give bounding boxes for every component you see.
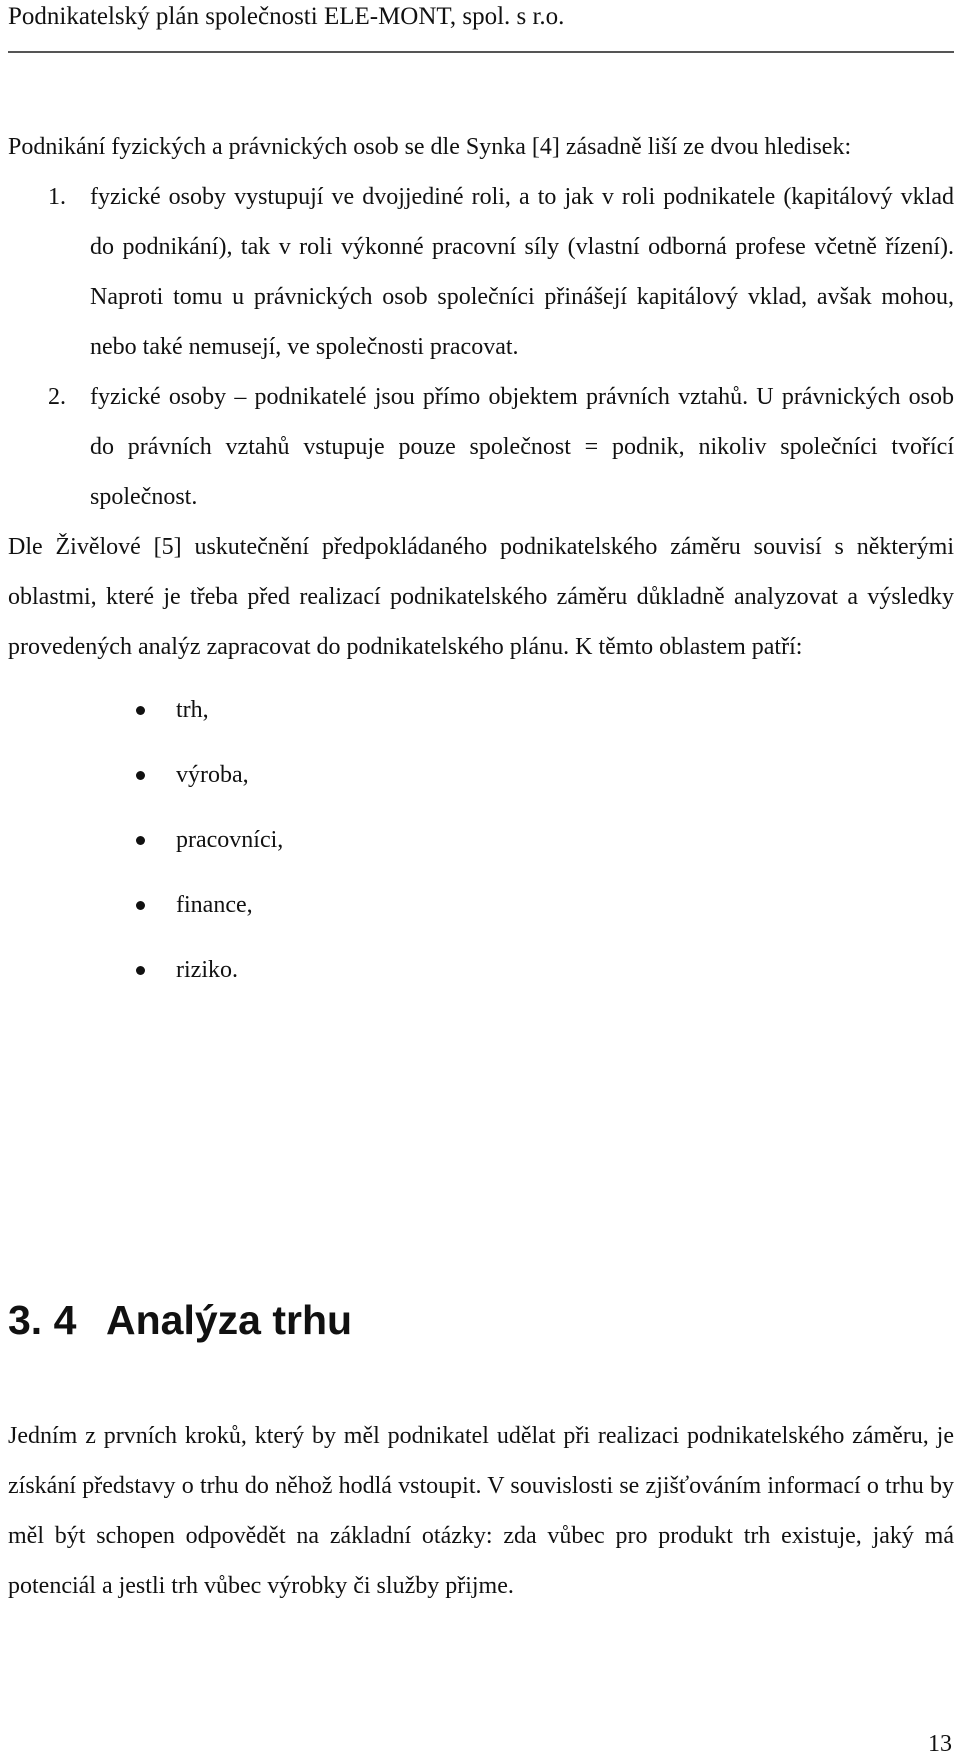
document-title: Podnikatelský plán společnosti ELE-MONT, spol. s r.o. (8, 3, 565, 30)
bullet-item: výroba, (8, 750, 954, 815)
bullet-item: trh, (8, 685, 954, 750)
areas-paragraph: Dle Živělové [5] uskutečnění předpokládaného podnikatelského záměru souvisí s některými oblastmi, které je třeba před realizací podnikatelského záměru důkladně analyzovat a výsledky provedených analýz zapracovat do podnikatelského plánu. K těmto oblastem patří: (8, 534, 954, 660)
bullet-icon (136, 836, 145, 845)
bullet-icon (136, 966, 145, 975)
section-heading (8, 1290, 352, 1350)
bullet-icon (136, 901, 145, 910)
bullet-item: finance, (8, 880, 954, 945)
market-analysis-paragraph: Jedním z prvních kroků, který by měl podnikatel udělat při realizaci podnikatelského záměru, je získání představy o trhu do něhož hodlá vstoupit. V souvislosti se zjišťováním informací o trhu by měl být schopen odpovědět na základní otázky: zda vůbec pro produkt trh existuje, jaký má potenciál a jestli trh vůbec výrobky či služby přijme. (8, 1423, 954, 1599)
list-item (8, 172, 954, 372)
numbered-list (8, 172, 954, 522)
list-item-number: 2. (48, 384, 66, 410)
list-item-number: 1. (48, 184, 66, 210)
page-header (8, 0, 954, 54)
list-item-text: fyzické osoby vystupují ve dvojjediné roli, a to jak v roli podnikatele (kapitálový vklad do podnikání), tak v roli výkonné pracovní síly (vlastní odborná profese včetně řízení). Naproti tomu u právnických osob společníci přinášejí kapitálový vklad, avšak mohou, nebo také nemusejí, ve společnosti pracovat. (90, 184, 954, 360)
bullet-icon (136, 771, 145, 780)
section-number: 3. 4 (8, 1297, 77, 1343)
body-text-lower (8, 1411, 954, 1611)
bullet-list (8, 685, 954, 1010)
bullet-icon (136, 706, 145, 715)
list-item (8, 372, 954, 522)
list-item-text: fyzické osoby – podnikatelé jsou přímo objektem právních vztahů. U právnických osob do právních vztahů vstupuje pouze společnost = podnik, nikoliv společníci tvořící společnost. (90, 384, 954, 510)
body-text-upper (8, 122, 954, 1010)
page-number: 13 (928, 1731, 952, 1757)
section-title: Analýza trhu (106, 1297, 353, 1343)
bullet-item: riziko. (8, 945, 954, 1010)
header-divider (8, 51, 954, 53)
bullet-item: pracovníci, (8, 815, 954, 880)
intro-paragraph: Podnikání fyzických a právnických osob se dle Synka [4] zásadně liší ze dvou hledisek: (8, 134, 852, 160)
